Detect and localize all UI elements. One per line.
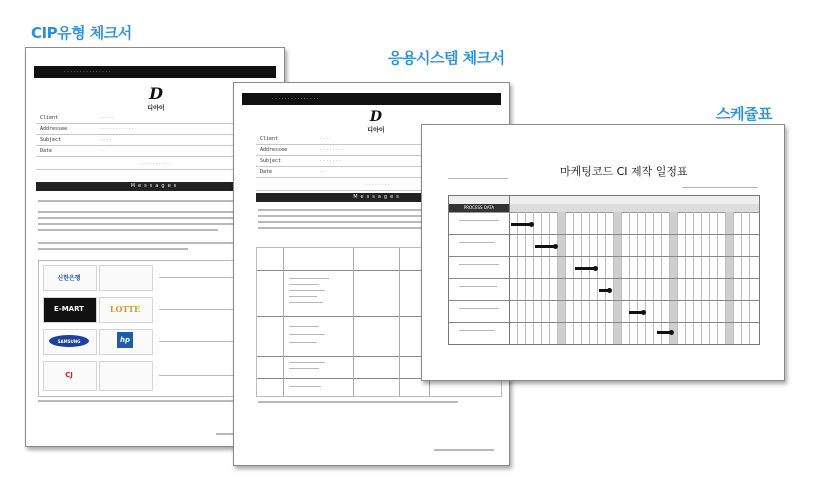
gantt-milestone bbox=[593, 266, 598, 271]
company-logo: D 디아이 bbox=[367, 109, 385, 134]
task-row-line bbox=[449, 300, 759, 301]
task-row-line bbox=[449, 278, 759, 279]
meta-line bbox=[448, 178, 508, 179]
cell-text bbox=[289, 302, 323, 303]
task-label bbox=[459, 264, 499, 265]
company-logo: D 디아이 bbox=[147, 84, 165, 112]
messages-header: Messages bbox=[36, 182, 274, 191]
task-row-line bbox=[449, 256, 759, 257]
schedule-title: 마케팅코드 CI 제작 일정표 bbox=[560, 165, 688, 178]
messages-header: Messages bbox=[256, 193, 499, 202]
cell-text bbox=[289, 334, 325, 335]
process-data-header: PROCESS DATA bbox=[449, 204, 509, 212]
footer-line bbox=[434, 449, 494, 451]
footnote-line bbox=[258, 401, 458, 403]
brand-emart: E-MART bbox=[54, 305, 84, 313]
cip-checklist-label: CIP유형 체크서 bbox=[31, 24, 132, 42]
gantt-chart bbox=[448, 195, 760, 345]
cell-text bbox=[289, 386, 321, 387]
text-line bbox=[38, 248, 188, 250]
text-line bbox=[38, 200, 258, 202]
cell-text bbox=[289, 284, 319, 285]
cell-text bbox=[289, 290, 325, 291]
hp-logo-icon: hp bbox=[117, 332, 133, 348]
task-label bbox=[459, 330, 495, 331]
cell-text bbox=[289, 326, 319, 327]
task-label bbox=[459, 308, 499, 309]
field-addressee: Addressee · · · · · · · · · · · bbox=[36, 125, 274, 135]
field-subject: Subject · · · · bbox=[36, 136, 274, 146]
brand-cj: CJ bbox=[65, 371, 73, 379]
task-row-line bbox=[449, 234, 759, 235]
gantt-milestone bbox=[641, 310, 646, 315]
brand-lotte: LOTTE bbox=[109, 304, 141, 314]
brand-shinhan: 신한은행 bbox=[57, 274, 81, 282]
brand-cell-2 bbox=[99, 265, 153, 291]
cell-text bbox=[289, 296, 317, 297]
cell-text bbox=[289, 362, 325, 363]
task-label bbox=[459, 242, 495, 243]
gantt-bar bbox=[575, 267, 595, 270]
field-subject: Subject · · · · · · · bbox=[256, 157, 499, 167]
meta-line bbox=[682, 187, 758, 188]
gantt-milestone bbox=[553, 244, 558, 249]
sheet-header-bar: · · · · · · · · · · · · · · · bbox=[242, 93, 501, 105]
field-client: Client · · · · · bbox=[36, 114, 274, 124]
sheet-header-bar: · · · · · · · · · · · · · · · bbox=[34, 66, 276, 78]
task-label bbox=[459, 286, 497, 287]
text-line bbox=[38, 217, 238, 219]
brand-cell-6 bbox=[99, 361, 153, 391]
schedule-label: 스케쥴표 bbox=[716, 105, 772, 123]
text-line bbox=[38, 229, 218, 231]
brand-samsung: SAMSUNG bbox=[49, 335, 89, 347]
page-info-row: · · · · · · · · bbox=[256, 181, 499, 191]
gantt-milestone bbox=[669, 330, 674, 335]
field-addressee: Addressee · · · · · · · · bbox=[256, 146, 499, 156]
gantt-milestone bbox=[607, 288, 612, 293]
cell-text bbox=[289, 342, 317, 343]
gantt-bar bbox=[535, 245, 555, 248]
gantt-milestone bbox=[529, 222, 534, 227]
cell-text bbox=[289, 278, 329, 279]
cell-text bbox=[289, 368, 319, 369]
schedule-sheet bbox=[421, 124, 785, 381]
task-row-line bbox=[449, 322, 759, 323]
gantt-bar bbox=[511, 223, 531, 226]
page-info-row: · · · · · · · · · · bbox=[36, 160, 274, 170]
field-client: Client · · · · bbox=[256, 135, 499, 145]
field-date: Date · · bbox=[36, 147, 274, 157]
system-checklist-label: 응용시스템 체크서 bbox=[388, 49, 505, 67]
task-label bbox=[459, 220, 499, 221]
field-date: Date · · bbox=[256, 168, 499, 178]
